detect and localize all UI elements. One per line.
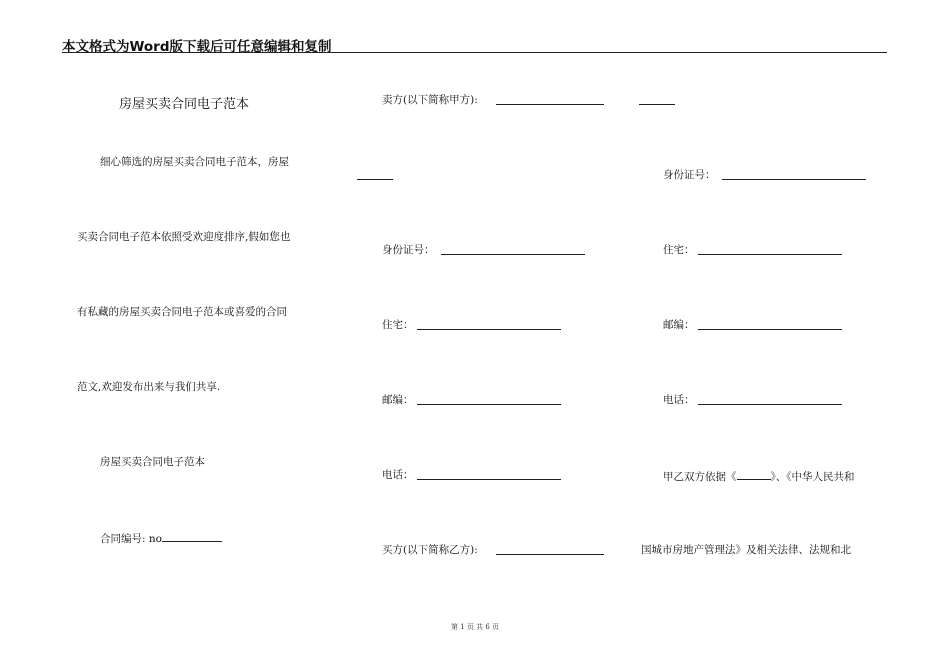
seller-phone-field <box>382 468 414 482</box>
seller-field <box>382 93 478 107</box>
law-name-blank <box>737 468 771 480</box>
seller-address-label: 住宅： <box>382 319 414 331</box>
buyer-label: 买方(以下简称乙方): <box>382 544 478 556</box>
legal-basis-line-1 <box>663 468 855 484</box>
buyer-address-blank <box>698 254 842 255</box>
buyer-postcode-blank <box>698 329 842 330</box>
intro-line-4: 范文,欢迎发布出来与我们共享. <box>77 381 221 393</box>
legal-basis-line-2: 国城市房地产管理法》及相关法律、法规和北 <box>641 544 851 556</box>
document-title: 房屋买卖合同电子范本 <box>119 97 250 112</box>
seller-address-blank <box>417 329 561 330</box>
legal-basis-start: 甲乙双方依据《 <box>663 471 737 483</box>
contract-number-field <box>100 530 222 546</box>
seller-phone-label: 电话： <box>382 469 414 481</box>
buyer-postcode-label: 邮编： <box>663 319 695 331</box>
seller-address-field <box>382 318 414 332</box>
buyer-field <box>382 543 478 557</box>
buyer-id-label: 身份证号： <box>663 169 716 181</box>
buyer-blank <box>496 554 604 555</box>
buyer-phone-blank <box>698 404 842 405</box>
seller-id-blank <box>441 254 585 255</box>
header-divider <box>62 52 887 53</box>
seller-postcode-blank <box>417 404 561 405</box>
intro-line-3: 有私藏的房屋买卖合同电子范本或喜爱的合同 <box>77 306 287 318</box>
buyer-id-field <box>663 168 716 182</box>
buyer-address-label: 住宅： <box>663 244 695 256</box>
intro-line-2: 买卖合同电子范本依照受欢迎度排序,假如您也 <box>77 231 291 243</box>
document-header: 本文格式为Word版下载后可任意编辑和复制 <box>62 39 332 55</box>
buyer-address-field <box>663 243 695 257</box>
buyer-id-blank <box>722 179 866 180</box>
seller-id-field <box>382 243 435 257</box>
seller-phone-blank <box>417 479 561 480</box>
seller-blank-continued <box>357 179 393 180</box>
contract-number-label: 合同编号: no <box>100 533 162 545</box>
seller-blank <box>496 104 604 105</box>
seller-blank-extra <box>639 104 675 105</box>
seller-id-label: 身份证号： <box>382 244 435 256</box>
intro-line-1: 细心筛选的房屋买卖合同电子范本，房屋 <box>100 156 289 168</box>
section-subtitle: 房屋买卖合同电子范本 <box>100 456 205 468</box>
buyer-phone-label: 电话： <box>663 394 695 406</box>
seller-postcode-field <box>382 393 414 407</box>
seller-postcode-label: 邮编： <box>382 394 414 406</box>
page-footer: 第 1 页 共 6 页 <box>450 623 500 631</box>
contract-number-blank <box>162 530 222 542</box>
buyer-phone-field <box>663 393 695 407</box>
buyer-postcode-field <box>663 318 695 332</box>
seller-label: 卖方(以下简称甲方): <box>382 94 478 106</box>
legal-basis-middle: 》、《中华人民共和 <box>770 471 855 483</box>
